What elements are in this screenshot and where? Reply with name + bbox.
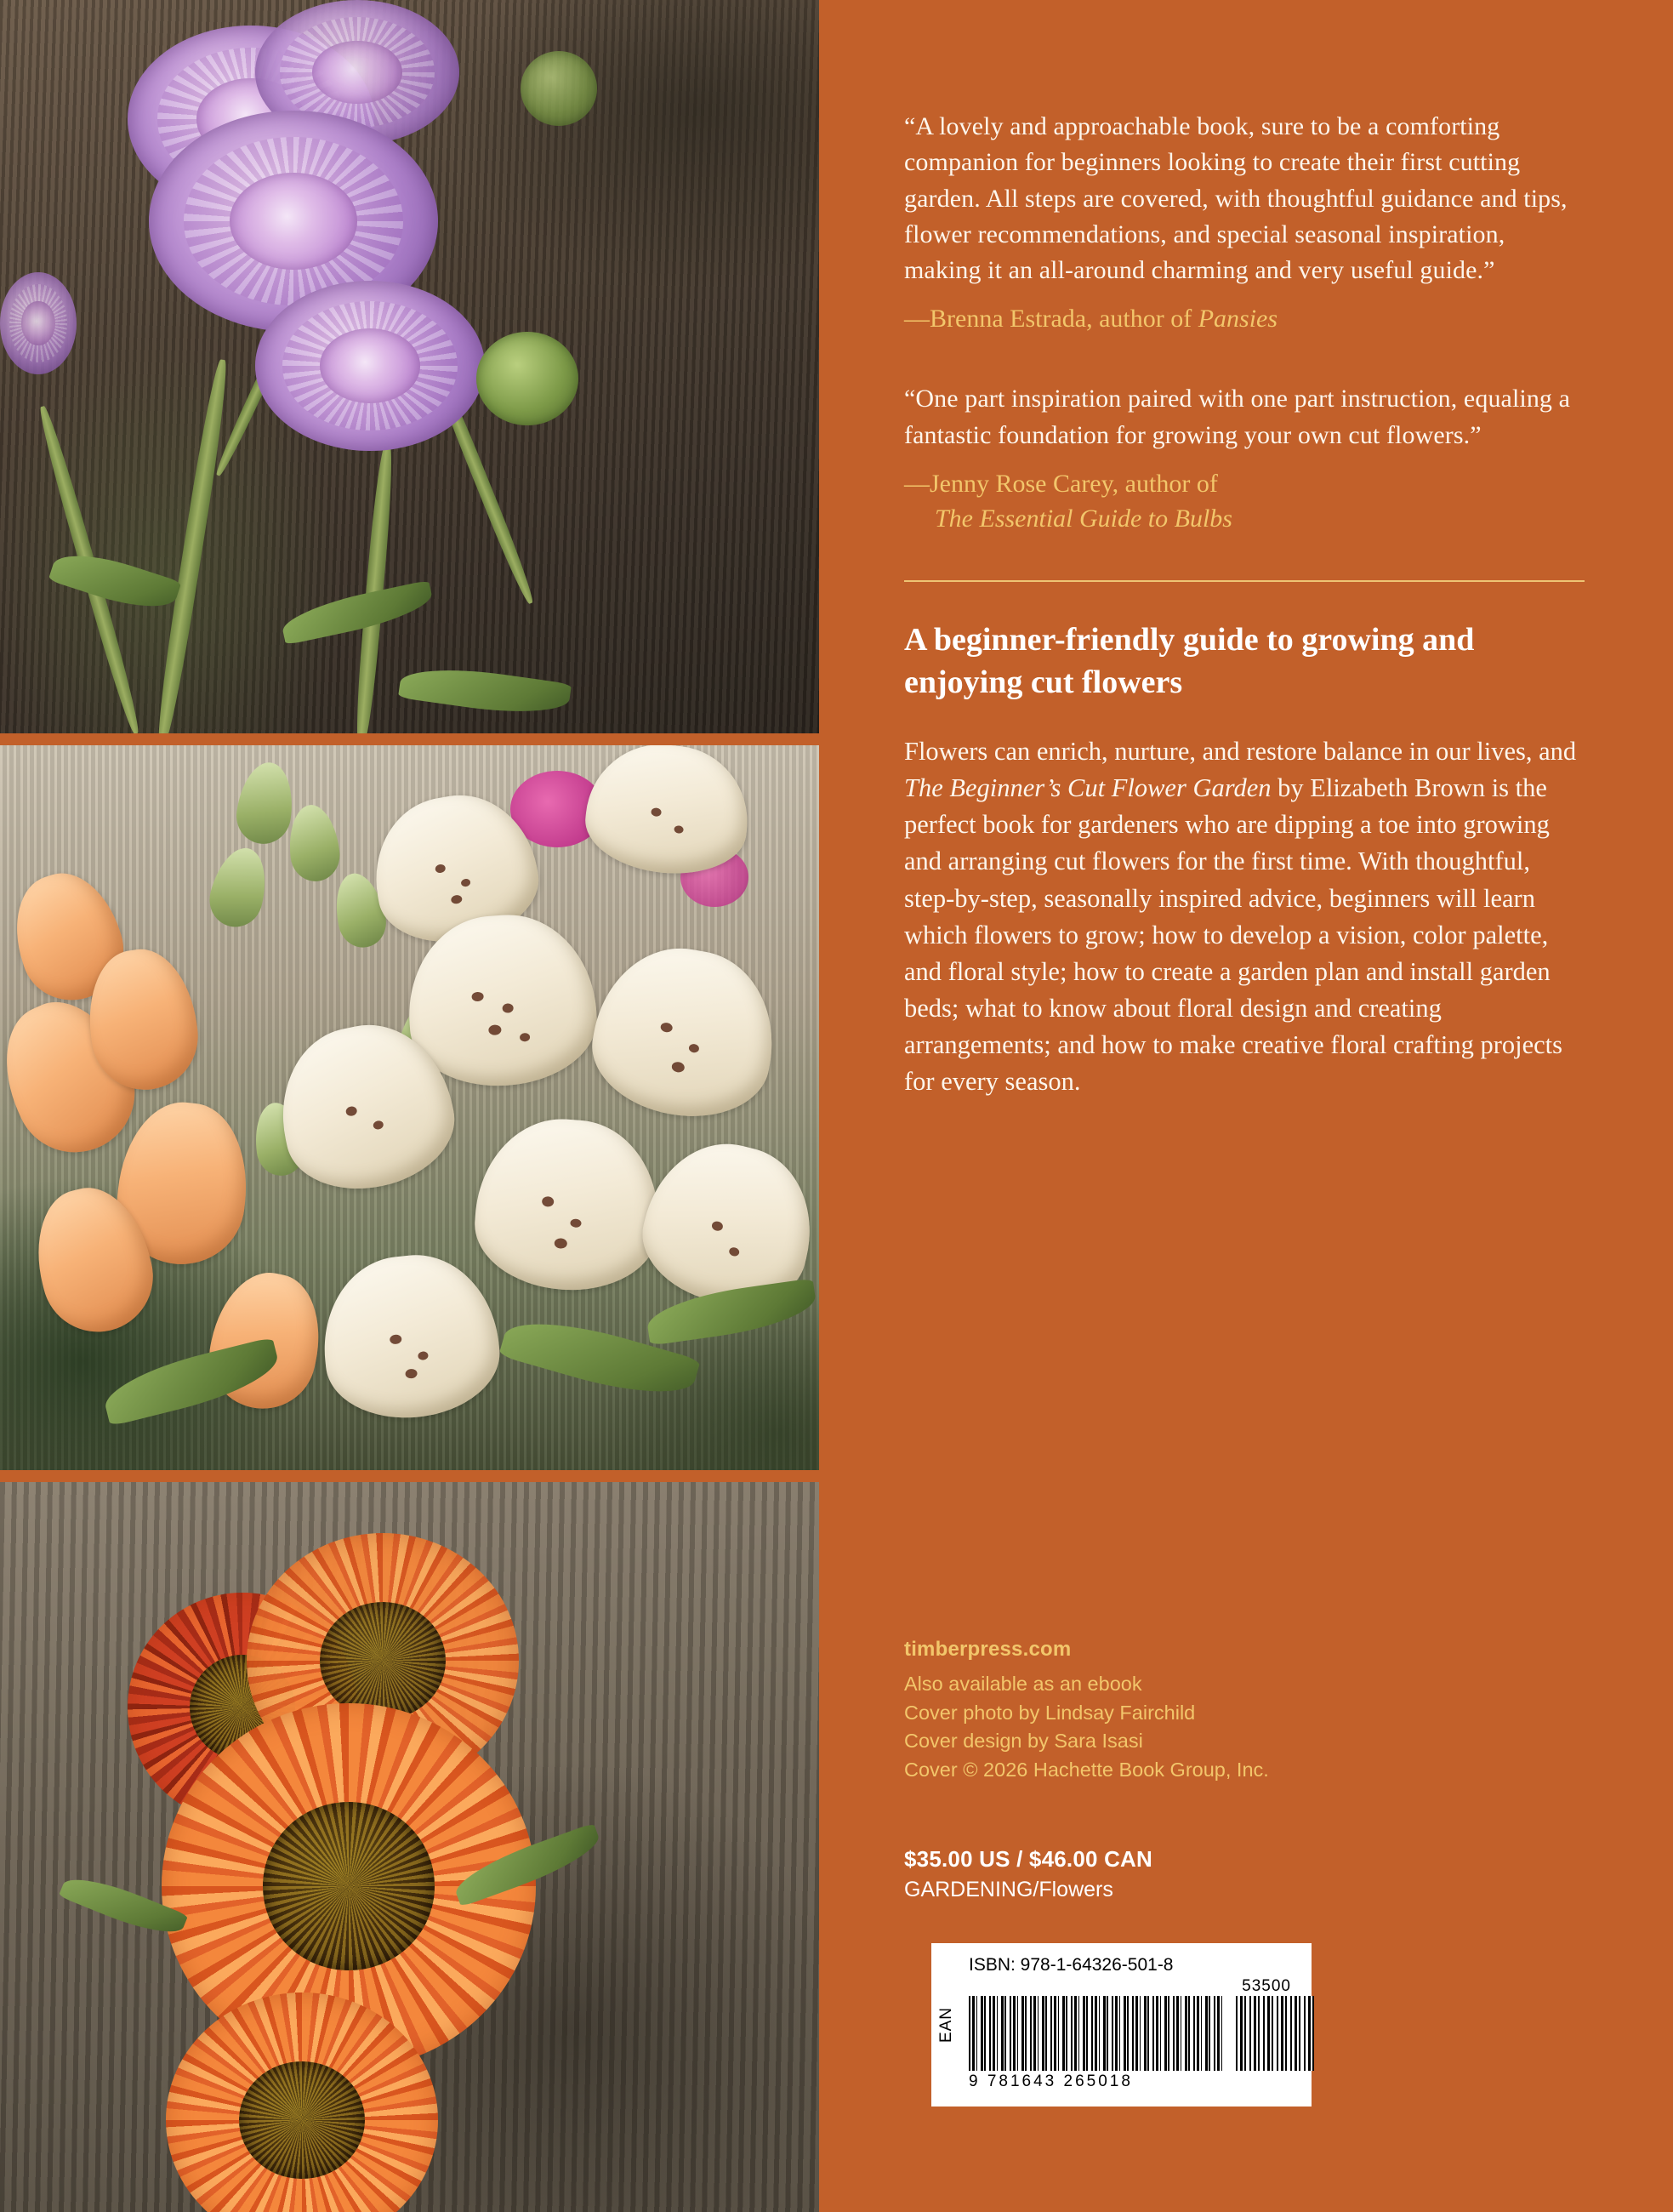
colophon-line-copyright: Cover © 2026 Hachette Book Group, Inc. — [904, 1758, 1269, 1781]
price-addon-code: 53500 — [1242, 1977, 1291, 1995]
scabiosa-bloom — [255, 281, 485, 451]
photo-gap — [0, 1470, 819, 1482]
photo-column — [0, 0, 819, 2212]
attribution-prefix: —Jenny Rose Carey, author of — [904, 469, 1218, 498]
colophon — [904, 1638, 1602, 1784]
scabiosa-bud — [521, 51, 597, 126]
text-column — [819, 0, 1673, 2212]
book-title: The Beginner’s Cut Flower Garden — [904, 773, 1272, 803]
flower-disc — [320, 1602, 445, 1719]
praise-quote-1: “A lovely and approachable book, sure to be a comforting companion for beginners looking to create their first cutting garden. All steps are covered, with thoughtful guidance and tips, flower recommendations, and special seasonal inspiration, making it an all-around charming and very useful guide.” — [904, 112, 1568, 285]
colophon-line-cover-photo: Cover photo by Lindsay Fairchild — [904, 1701, 1196, 1724]
barcode-main — [962, 1943, 1312, 2107]
photo-gaillardia — [0, 1482, 819, 2212]
ean-label-side — [931, 1943, 962, 2107]
headline: A beginner-friendly guide to growing and enjoying cut flowers — [904, 622, 1475, 701]
publisher-website[interactable]: timberpress.com — [904, 1638, 1072, 1661]
photo-scabiosa — [0, 0, 819, 733]
praise-quote-2: “One part inspiration paired with one part instruction, equaling a fantastic foundation for growing your own cut flowers.” — [904, 385, 1571, 449]
photo-gap — [0, 733, 819, 745]
praise-attribution-1 — [904, 302, 1585, 337]
photo-foxglove — [0, 745, 819, 1470]
attribution-prefix: —Brenna Estrada, author of — [904, 305, 1198, 334]
ean-label: EAN — [937, 2006, 956, 2044]
barcode — [931, 1943, 1312, 2107]
category-text: GARDENING/Flowers — [904, 1878, 1113, 1901]
scabiosa-bud — [476, 332, 578, 425]
colophon-line-cover-design: Cover design by Sara Isasi — [904, 1730, 1143, 1753]
attribution-work-title: Pansies — [1198, 305, 1278, 334]
barcode-digits: 9 781643 265018 — [969, 2072, 1133, 2090]
divider-rule — [904, 580, 1585, 582]
barcode-bars-addon — [1236, 1996, 1314, 2071]
price-text: $35.00 US / $46.00 CAN — [904, 1846, 1153, 1872]
scabiosa-bloom — [0, 272, 77, 374]
price-block — [904, 1846, 1152, 1902]
colophon-line-ebook: Also available as an ebook — [904, 1673, 1142, 1695]
description-part-2: by Elizabeth Brown is the perfect book for gardeners who are dipping a toe into growing and arranging cut flowers for the first time. With thoughtful, step-by-step, seasonally inspired advice, beginners will learn which flowers to grow; how to develop a vision, color palette, and floral style; how to create a garden plan and install garden beds; what to know about floral design and creating arrangements; and how to make creative floral crafting projects for every season. — [904, 773, 1563, 1097]
flower-disc — [239, 2061, 364, 2179]
description-paragraph — [904, 733, 1585, 1101]
barcode-bars-main — [969, 1996, 1224, 2071]
praise-attribution-2 — [904, 467, 1585, 537]
description-part-1: Flowers can enrich, nurture, and restore balance in our lives, and — [904, 737, 1577, 766]
isbn-text: ISBN: 978-1-64326-501-8 — [969, 1955, 1174, 1975]
attribution-work-title: The Essential Guide to Bulbs — [935, 504, 1232, 533]
flower-disc — [263, 1802, 435, 1970]
